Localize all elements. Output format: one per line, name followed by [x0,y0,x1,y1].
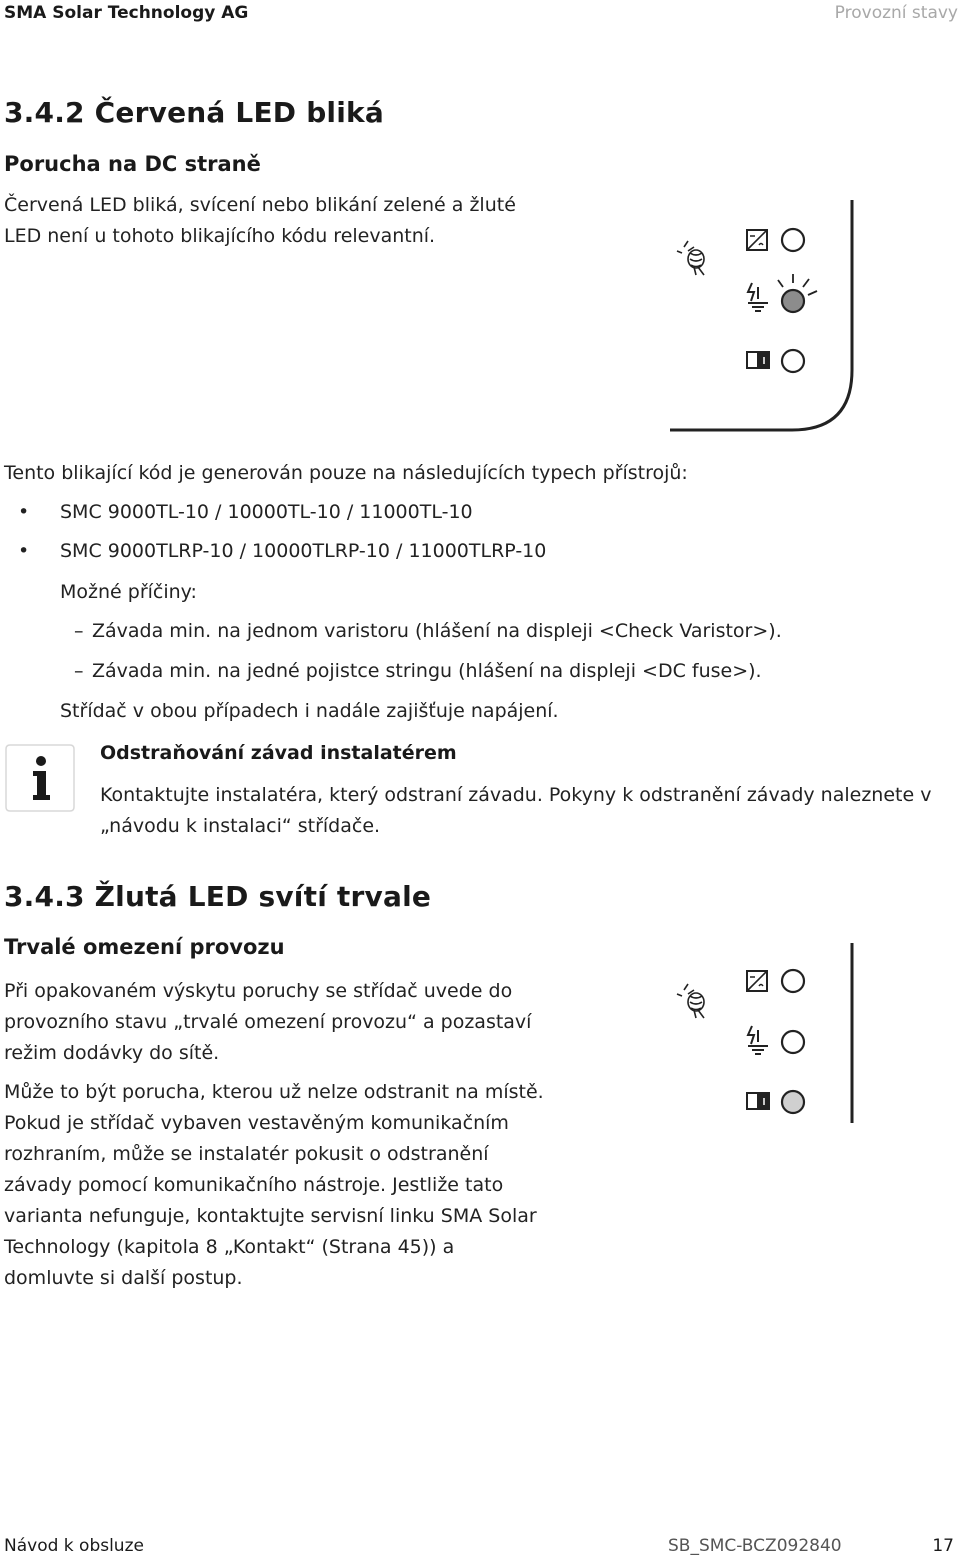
manual-info-icon [747,352,769,368]
header-company: SMA Solar Technology AG [4,3,249,23]
para-line: Při opakovaném výskytu poruchy se střídač uvede do [4,980,513,1002]
para-line: domluvte si další postup. [4,1267,243,1289]
manual-info-icon [747,1093,769,1109]
led-panel-red-blinking [660,195,860,440]
device-item: SMC 9000TL-10 / 10000TL-10 / 11000TL-10 [60,501,473,523]
para-line: Pokud je střídač vybaven vestavěným komunikačním [4,1112,509,1134]
footer-doc-code: SB_SMC-BCZ092840 [668,1536,842,1556]
intro-line: LED není u tohoto blikajícího kódu relevantní. [4,225,436,247]
heading-343: 3.4.3 Žlutá LED svítí trvale [4,880,432,913]
footer-page-number: 17 [932,1536,954,1556]
subheading-342: Porucha na DC straně [4,152,261,176]
intro-line: Červená LED bliká, svícení nebo blikání zelené a žluté [4,194,516,216]
paragraph-2 [4,1077,544,1294]
devices-intro: Tento blikající kód je generován pouze na následujících typech přístrojů: [4,462,688,484]
subheading-343: Trvalé omezení provozu [4,935,285,959]
led-panel-yellow-steady [660,938,860,1128]
bullet-dot: • [18,501,30,523]
earth-fault-icon [748,283,768,311]
cause-item: Závada min. na jedné pojistce stringu (hlášení na displeji <DC fuse>). [92,660,762,682]
bullet-dot: • [18,540,30,562]
note-title: Odstraňování závad instalatérem [100,742,457,764]
note-line: „návodu k instalaci“ střídače. [100,815,381,837]
yellow-led [782,350,804,372]
cause-item: Závada min. na jednom varistoru (hlášení na displeji <Check Varistor>). [92,620,782,642]
para-line: režim dodávky do sítě. [4,1042,220,1064]
para-line: provozního stavu „trvalé omezení provozu“ a pozastaví [4,1011,532,1033]
tap-hand-icon [677,984,704,1018]
dash-marker: – [74,620,84,642]
dash-marker: – [74,660,84,682]
red-led [782,1031,804,1053]
supply-note: Střídač v obou případech i nadále zajišťuje napájení. [60,700,559,722]
panel-frame [670,200,852,430]
heading-342: 3.4.2 Červená LED bliká [4,96,384,129]
earth-fault-icon [748,1026,768,1054]
footer-left: Návod k obsluze [4,1536,144,1556]
para-line: Může to být porucha, kterou už nelze odstranit na místě. [4,1081,544,1103]
tap-hand-icon [677,241,704,275]
intro-paragraph [4,190,516,252]
inverter-icon [747,971,767,991]
note-line: Kontaktujte instalatéra, který odstraní závadu. Pokyny k odstranění závady naleznete v [100,784,932,806]
header-section: Provozní stavy [834,3,958,23]
para-line: závady pomocí komunikačního nástroje. Jestliže tato [4,1174,504,1196]
note-body [100,780,931,842]
yellow-led [782,1091,804,1113]
green-led [782,970,804,992]
para-line: rozhraním, může se instalatér pokusit o odstranění [4,1143,489,1165]
paragraph-1 [4,976,531,1069]
causes-label: Možné příčiny: [60,581,197,603]
info-note-icon [4,743,76,813]
green-led [782,229,804,251]
device-item: SMC 9000TLRP-10 / 10000TLRP-10 / 11000TLRP-10 [60,540,547,562]
para-line: varianta nefunguje, kontaktujte servisní linku SMA Solar [4,1205,537,1227]
para-line: Technology (kapitola 8 „Kontakt“ (Strana 45)) a [4,1236,455,1258]
inverter-icon [747,230,767,250]
red-led [782,290,804,312]
